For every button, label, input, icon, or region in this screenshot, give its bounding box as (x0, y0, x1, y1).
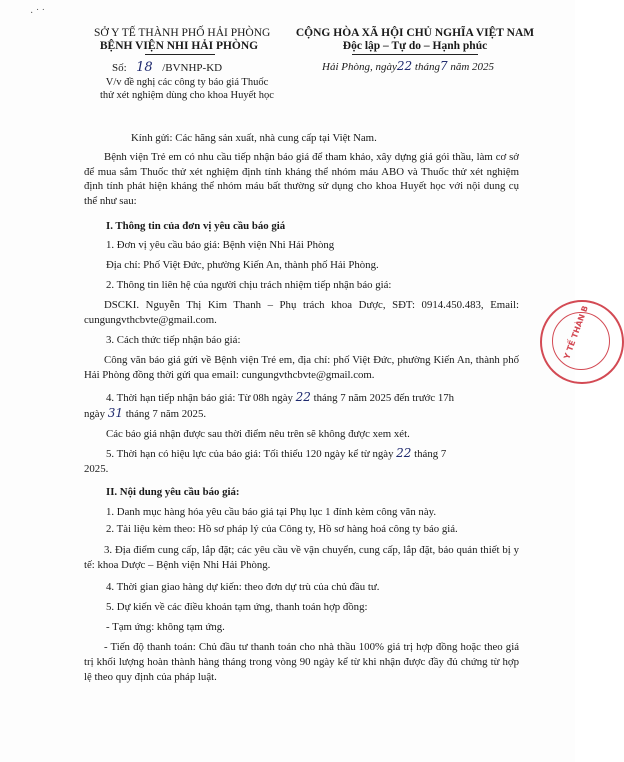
red-seal-stamp (540, 300, 624, 384)
section-1-item-5-line-1 (106, 446, 446, 462)
section-2-item-5: 5. Dự kiến về các điều khoản tạm ứng, thanh toán hợp đồng: (106, 601, 368, 613)
section-1-title: I. Thông tin của đơn vị yêu cầu báo giá (106, 220, 286, 232)
greeting: Kính gửi: Các hãng sản xuất, nhà cung cấp tại Việt Nam. (131, 132, 377, 144)
date-day-handwritten: 22 (396, 59, 413, 73)
validity-day-handwritten: 22 (396, 446, 412, 460)
deadline-day-1-handwritten: 22 (295, 390, 311, 404)
agency-name: SỞ Y TẾ THÀNH PHỐ HẢI PHÒNG (94, 27, 271, 39)
motto-underline (352, 54, 478, 55)
validity-text-a: 5. Thời hạn có hiệu lực của báo giá: Tối thiểu 120 ngày kể từ ngày (106, 448, 394, 460)
country-name: CỘNG HÒA XÃ HỘI CHỦ NGHĨA VIỆT NAM (295, 27, 535, 39)
scan-specks: · ˙ ˙ (30, 8, 45, 19)
document-date (322, 59, 494, 73)
section-1-item-4-line-2 (84, 406, 206, 422)
section-1-item-2: 2. Thông tin liên hệ của người chịu trách nhiệm tiếp nhận báo giá: (106, 279, 392, 291)
section-1-item-4-line-1 (106, 390, 454, 406)
date-year: năm 2025 (450, 61, 495, 73)
section-1-item-5-line-2: 2025. (84, 463, 109, 475)
national-motto: Độc lập – Tự do – Hạnh phúc (342, 40, 488, 52)
number-prefix: Số: (112, 62, 127, 74)
number-suffix: /BVNHP-KD (162, 62, 223, 74)
section-1-late-notice: Các báo giá nhận được sau thời điểm nêu trên sẽ không được xem xét. (106, 428, 410, 440)
subject-line-1: V/v đề nghị các công ty báo giá Thuốc (105, 77, 269, 88)
section-2-item-4: 4. Thời gian giao hàng dự kiến: theo đơn dự trù của chủ đầu tư. (106, 581, 380, 593)
hospital-underline (145, 54, 215, 55)
section-2-item-2: 2. Tài liệu kèm theo: Hồ sơ pháp lý của Công ty, Hồ sơ hàng hoá công ty báo giá. (106, 523, 458, 535)
deadline-text-b: tháng 7 năm 2025 đến trước 17h (313, 392, 455, 404)
deadline-text-c: ngày (84, 408, 105, 420)
validity-text-b: tháng 7 (414, 448, 447, 460)
date-month-handwritten: 7 (439, 59, 448, 73)
intro-paragraph: Bệnh viện Trẻ em có nhu cầu tiếp nhận báo giá để tham khảo, xây dựng giá gói thầu, làm cơ sở để mua sắm Thuốc thử xét nghiệm định tính kháng thể nhóm máu ABO và Thuốc thử xét nghiệm định tính phát hiện kháng thể nhóm máu bất thường sử dụng cho khoa Huyết học với nội dung cụ thể như sau: (84, 151, 519, 207)
section-2-title: II. Nội dung yêu cầu báo giá: (106, 486, 240, 498)
section-1-contact: DSCKI. Nguyễn Thị Kim Thanh – Phụ trách khoa Dược, SĐT: 0914.450.483, Email: cungungvthcbvte@gmail.com. (84, 299, 519, 326)
date-prefix: Hải Phòng, ngày (322, 61, 397, 73)
section-1-address: Địa chỉ: Phố Việt Đức, phường Kiến An, thành phố Hải Phòng. (106, 259, 379, 271)
section-1-item-3: 3. Cách thức tiếp nhận báo giá: (106, 334, 241, 346)
subject-line-2: thử xét nghiệm dùng cho khoa Huyết học (100, 90, 274, 101)
deadline-text-d: tháng 7 năm 2025. (125, 408, 207, 420)
section-2-advance: - Tạm ứng: không tạm ứng. (106, 621, 225, 633)
stamp-text: Y TẾ THÀN B (562, 304, 590, 361)
document-number (112, 60, 222, 75)
deadline-text-a: 4. Thời hạn tiếp nhận báo giá: Từ 08h ngày (106, 392, 293, 404)
date-month-label: tháng (414, 61, 440, 73)
number-handwritten: 18 (136, 60, 153, 75)
section-1-method: Công văn báo giá gửi về Bệnh viện Trẻ em, địa chỉ: phố Việt Đức, phường Kiến An, thành phố Hải Phòng đồng thời gửi qua email: cungungvthcbvte@gmail.com. (84, 354, 519, 381)
section-2-item-3: 3. Địa điểm cung cấp, lắp đặt; các yêu cầu về vận chuyển, cung cấp, lắp đặt, bảo quản thiết bị y tế: khoa Dược – Bệnh viện Nhi Hải Phòng. (84, 544, 519, 571)
section-1-item-1: 1. Đơn vị yêu cầu báo giá: Bệnh viện Nhi Hải Phòng (106, 239, 335, 251)
section-2-payment: - Tiến độ thanh toán: Chủ đầu tư thanh toán cho nhà thầu 100% giá trị hợp đồng hoặc theo giá trị khối lượng hoàn thành hàng tháng trong vòng 90 ngày kể từ khi nhận được đầy đủ chứng từ hợp lệ theo quy định của pháp luật. (84, 641, 519, 683)
section-2-item-1: 1. Danh mục hàng hóa yêu cầu báo giá tại Phụ lục 1 đính kèm công văn này. (106, 506, 437, 518)
hospital-name: BỆNH VIỆN NHI HẢI PHÒNG (99, 40, 259, 52)
deadline-day-2-handwritten: 31 (107, 406, 123, 420)
